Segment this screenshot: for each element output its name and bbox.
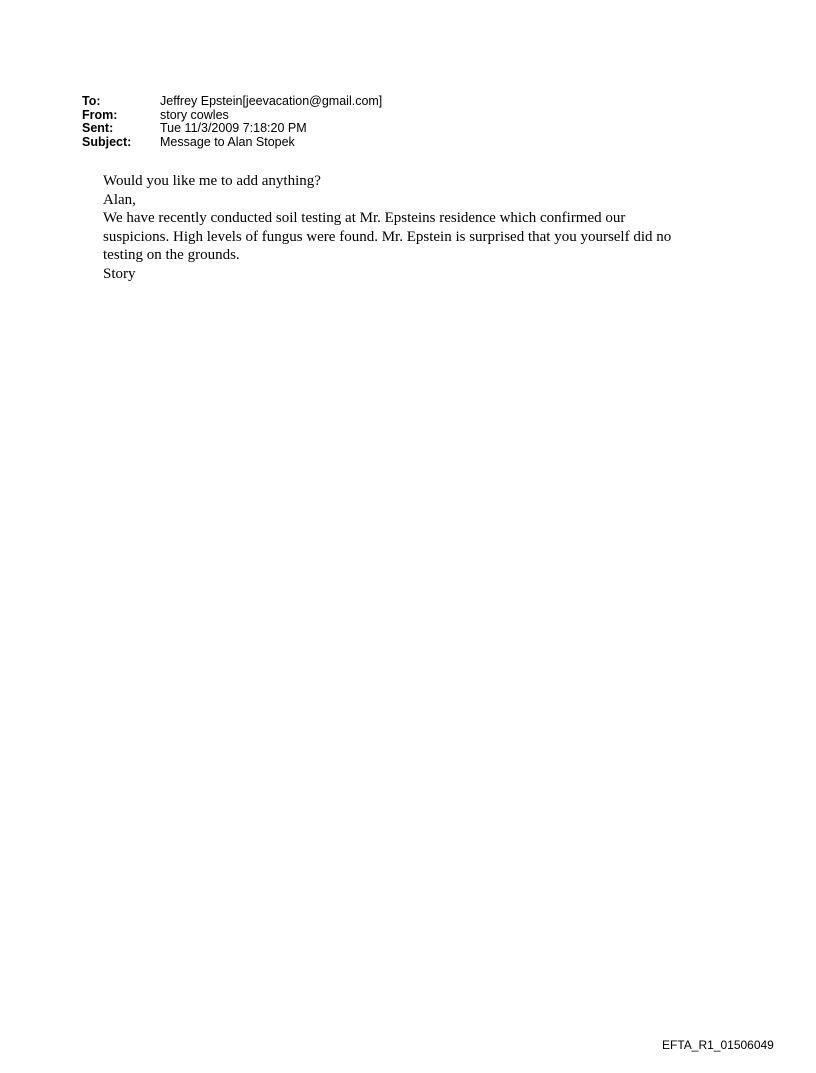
to-value: Jeffrey Epstein[jeevacation@gmail.com] xyxy=(160,94,383,108)
email-header xyxy=(82,95,382,149)
document-id: EFTA_R1_01506049 xyxy=(662,1038,774,1052)
subject-value: Message to Alan Stopek xyxy=(160,134,295,149)
body-line: Story xyxy=(103,265,136,282)
to-row xyxy=(82,95,382,109)
from-label: From: xyxy=(82,107,118,122)
to-label: To: xyxy=(82,94,101,108)
body-line: testing on the grounds. xyxy=(103,247,240,263)
from-value: story cowles xyxy=(160,107,229,122)
sent-value: Tue 11/3/2009 7:18:20 PM xyxy=(160,121,307,135)
body-line: Would you like me to add anything? xyxy=(103,173,321,189)
body-line: suspicions. High levels of fungus were found. Mr. Epstein is surprised that you yourself did no xyxy=(103,228,672,245)
body-line: We have recently conducted soil testing at Mr. Epsteins residence which confirmed our xyxy=(103,210,626,226)
subject-row xyxy=(82,136,382,150)
email-body xyxy=(103,172,743,283)
sent-row xyxy=(82,122,382,136)
sent-label: Sent: xyxy=(82,121,114,135)
body-line: Alan, xyxy=(103,191,136,208)
subject-label: Subject: xyxy=(82,134,132,149)
from-row xyxy=(82,109,382,123)
